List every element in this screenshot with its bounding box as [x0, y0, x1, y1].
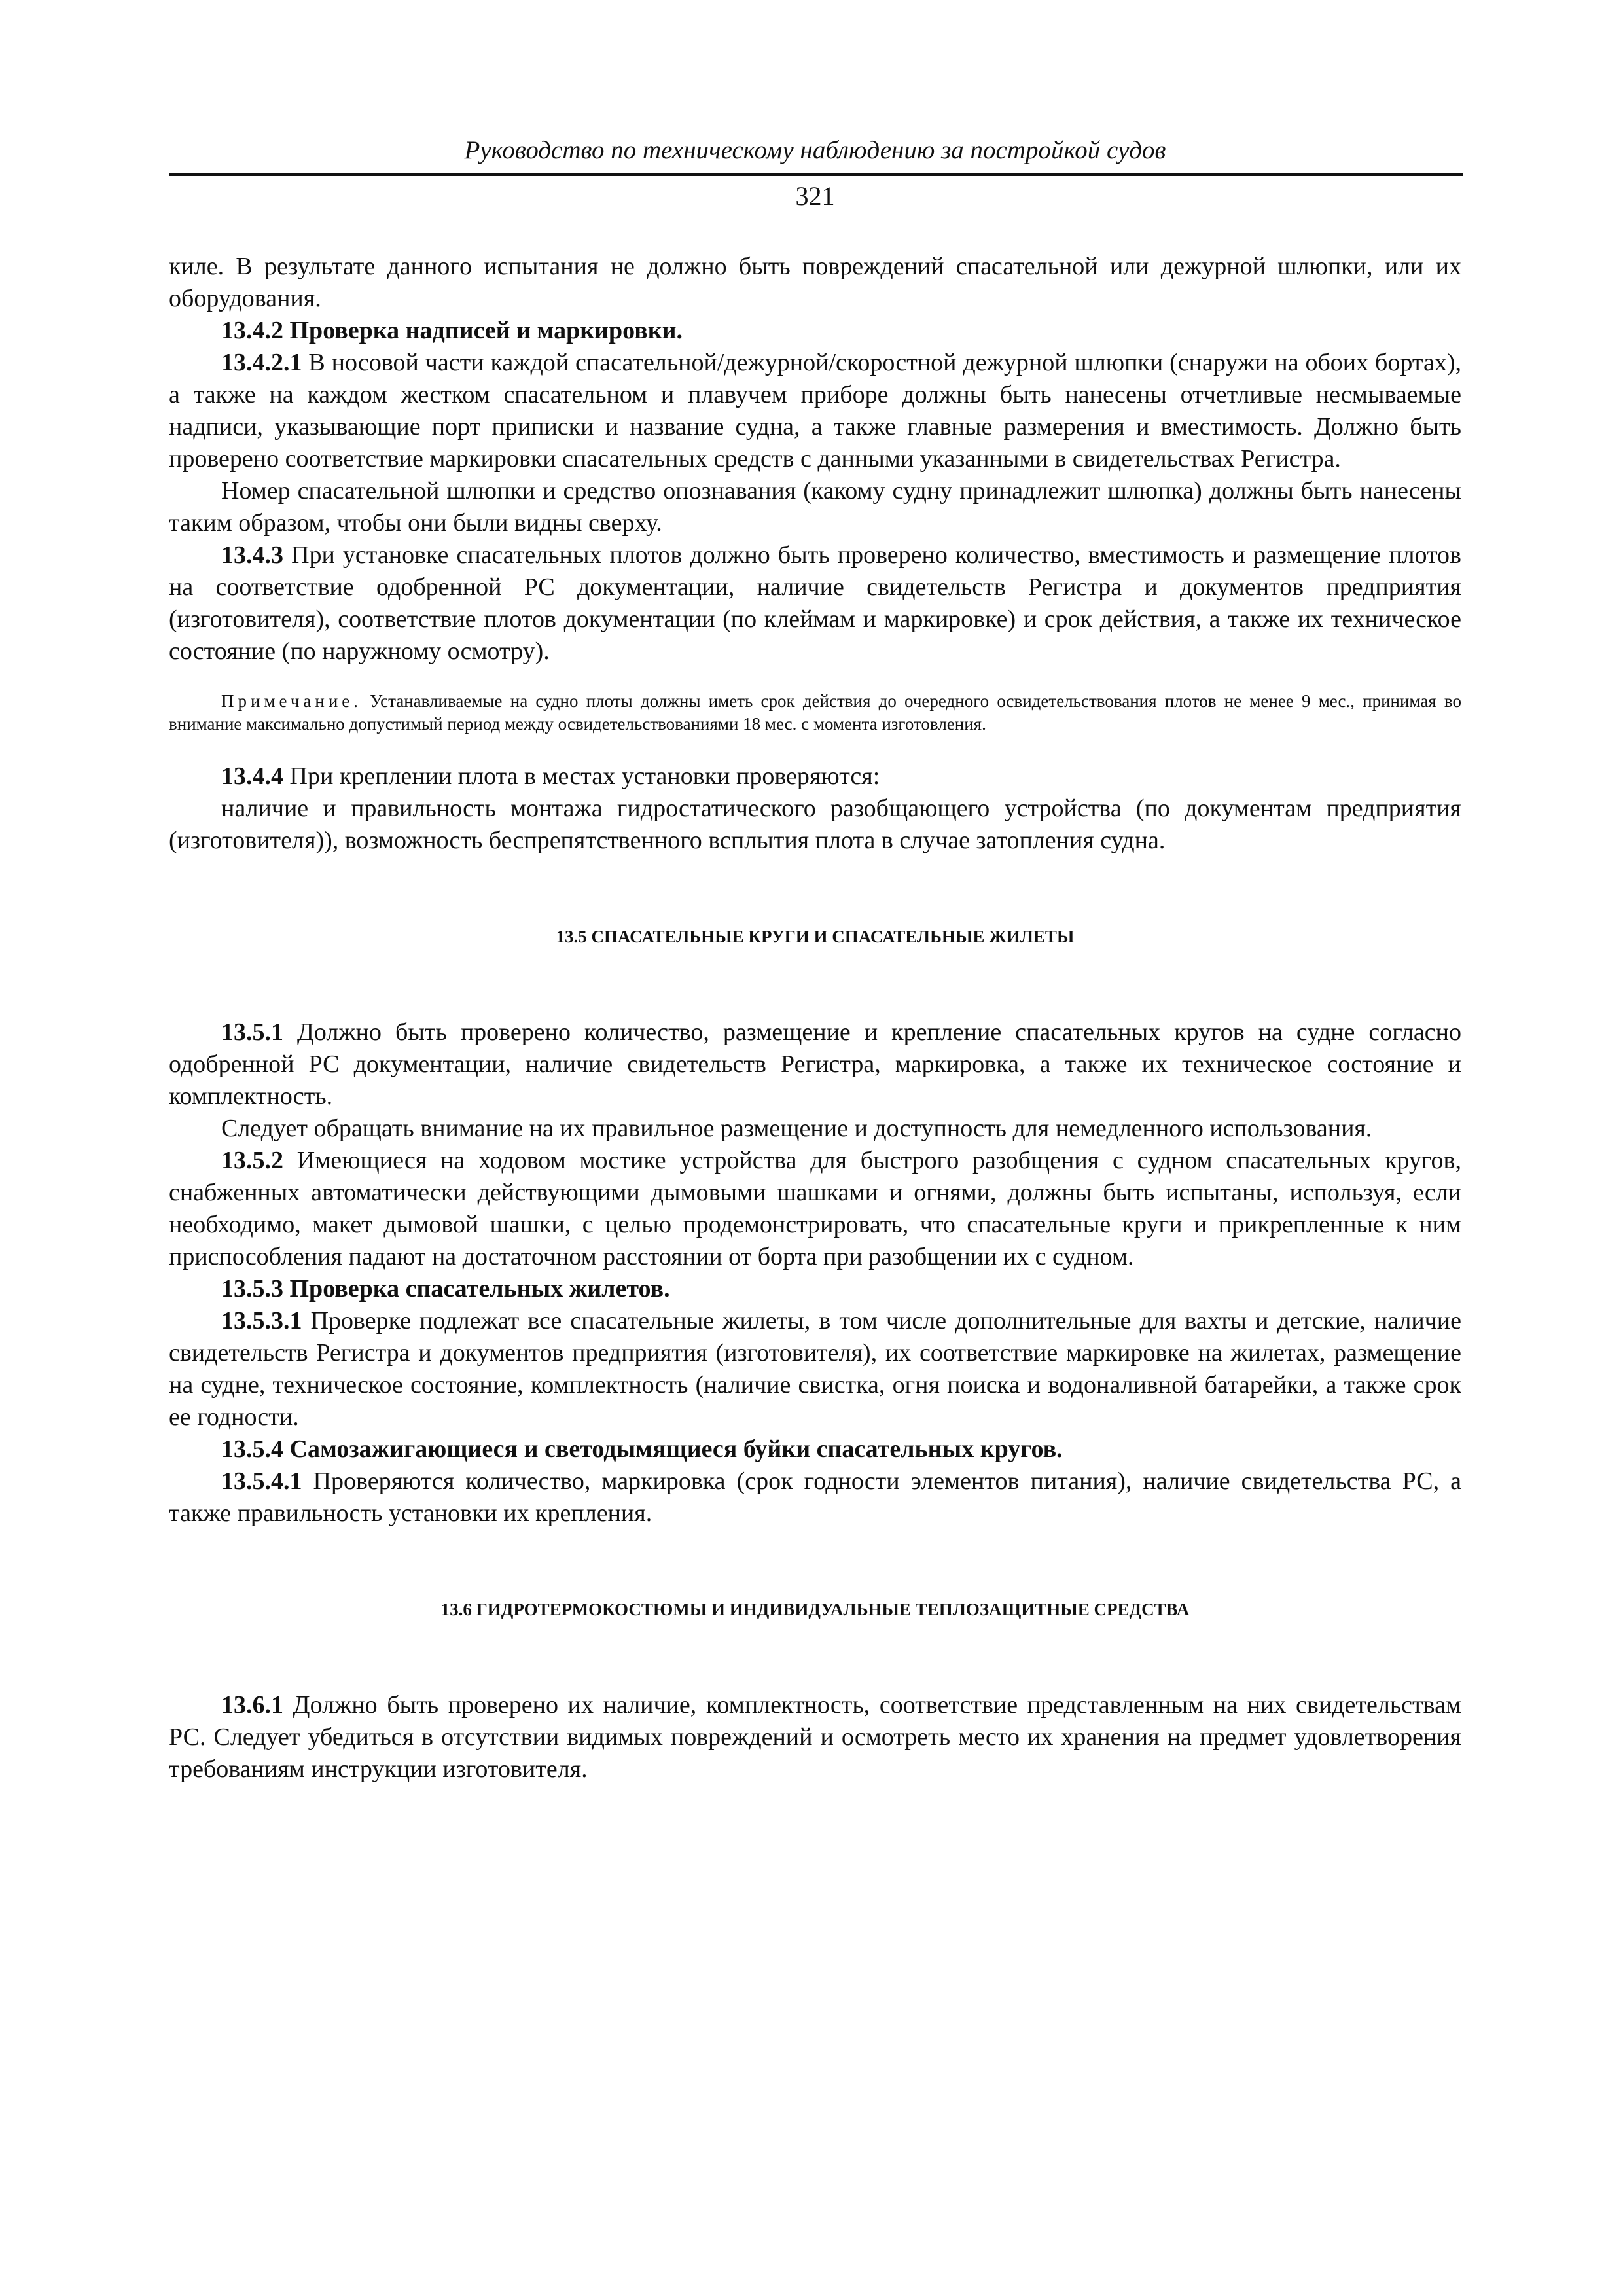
paragraph-13-5-1-continuation: Следует обращать внимание на их правильное размещение и доступность для немедленного использования. — [221, 1115, 1372, 1142]
clause-number: 13.5.1 — [221, 1018, 283, 1046]
clause-text: Должно быть проверено количество, размещение и крепление спасательных кругов на судне согласно одобренной РС документации, наличие свидетельств Регистра, маркировка, а также их техническое состояние и комплектность. — [169, 1018, 1461, 1110]
paragraph-continuation: киле. В результате данного испытания не должно быть повреждений спасательной или дежурной шлюпки, или их оборудования. — [169, 253, 1461, 312]
clause-number: 13.5.2 — [221, 1147, 283, 1174]
subheading-13-5-3: 13.5.3 Проверка спасательных жилетов. — [221, 1275, 670, 1302]
clause-number: 13.6.1 — [221, 1691, 283, 1719]
section-title-13-6: 13.6 ГИДРОТЕРМОКОСТЮМЫ И ИНДИВИДУАЛЬНЫЕ ТЕПЛОЗАЩИТНЫЕ СРЕДСТВА — [440, 1600, 1190, 1619]
page-number: 321 — [795, 181, 835, 211]
note — [169, 690, 1461, 736]
clause-text: Проверяются количество, маркировка (срок годности элементов питания), наличие свидетельства РС, а также правильность установки их крепления. — [169, 1467, 1461, 1527]
clause-number: 13.4.3 — [221, 541, 283, 569]
document-body — [169, 251, 1461, 1785]
paragraph-13-5-2 — [169, 1145, 1461, 1273]
running-header-title: Руководство по техническому наблюдению за постройкой судов — [464, 136, 1166, 164]
clause-number: 13.5.3.1 — [221, 1307, 302, 1335]
paragraph-13-5-4-1 — [169, 1465, 1461, 1530]
subheading-13-5-4: 13.5.4 Самозажигающиеся и светодымящиеся буйки спасательных кругов. — [221, 1435, 1063, 1463]
section-title-13-5: 13.5 СПАСАТЕЛЬНЫЕ КРУГИ И СПАСАТЕЛЬНЫЕ ЖИЛЕТЫ — [556, 927, 1075, 946]
clause-number: 13.4.4 — [221, 762, 283, 790]
clause-text: При установке спасательных плотов должно быть проверено количество, вместимость и размещение плотов на соответствие одобренной РС документации, наличие свидетельств Регистра и документов предприятия (изготовителя), соответствие плотов документации (по клеймам и маркировке) и срок действия, а также их техническое состояние (по наружному осмотру). — [169, 541, 1461, 665]
clause-number: 13.4.2.1 — [221, 349, 302, 376]
paragraph-13-4-2-1 — [169, 347, 1461, 475]
paragraph-13-4-4-continuation: наличие и правильность монтажа гидростатического разобщающего устройства (по документам предприятия (изготовителя)), возможность беспрепятственного всплытия плота в случае затопления судна. — [169, 795, 1461, 854]
paragraph-13-5-1 — [169, 1016, 1461, 1113]
paragraph-13-6-1 — [169, 1689, 1461, 1785]
clause-text: В носовой части каждой спасательной/дежурной/скоростной дежурной шлюпки (снаружи на обоих бортах), а также на каждом жестком спасательном и плавучем приборе должны быть нанесены отчетливые несмываемые надписи, указывающие порт приписки и название судна, а также главные размерения и вместимость. Должно быть проверено соответствие маркировки спасательных средств с данными указанными в свидетельствах Регистра. — [169, 349, 1461, 473]
clause-text: При креплении плота в местах установки проверяются: — [283, 762, 880, 790]
note-text: Устанавливаемые на судно плоты должны иметь срок действия до очередного освидетельствования плотов не менее 9 мес., принимая во внимание максимально допустимый период между освидетельствованиями 18 мес. с момента изготовления. — [169, 691, 1461, 734]
paragraph-13-4-4 — [169, 761, 1461, 793]
clause-text: Должно быть проверено их наличие, комплектность, соответствие представленным на них свидетельствам РС. Следует убедиться в отсутствии видимых повреждений и осмотреть место их хранения на предмет удовлетворения требованиям инструкции изготовителя. — [169, 1691, 1461, 1783]
subheading-13-4-2: 13.4.2 Проверка надписей и маркировки. — [221, 317, 683, 344]
paragraph-13-5-3-1 — [169, 1305, 1461, 1433]
paragraph-13-4-3 — [169, 539, 1461, 668]
clause-number: 13.5.4.1 — [221, 1467, 302, 1495]
note-label: Примечание. — [221, 691, 363, 711]
header-rule — [169, 173, 1463, 176]
clause-text: Имеющиеся на ходовом мостике устройства для быстрого разобщения с судном спасательных кругов, снабженных автоматически действующими дымовыми шашками и огнями, должны быть испытаны, используя, если необходимо, макет дымовой шашки, с целью продемонстрировать, что спасательные круги и прикрепленные к ним приспособления падают на достаточном расстоянии от борта при разобщении их с судном. — [169, 1147, 1461, 1270]
paragraph-boat-number: Номер спасательной шлюпки и средство опознавания (какому судну принадлежит шлюпка) должны быть нанесены таким образом, чтобы они были видны сверху. — [169, 477, 1461, 537]
clause-text: Проверке подлежат все спасательные жилеты, в том числе дополнительные для вахты и детские, наличие свидетельств Регистра и документов предприятия (изготовителя), их соответствие маркировке на жилетах, размещение на судне, техническое состояние, комплектность (наличие свистка, огня поиска и водоналивной батарейки, а также срок ее годности. — [169, 1307, 1461, 1431]
